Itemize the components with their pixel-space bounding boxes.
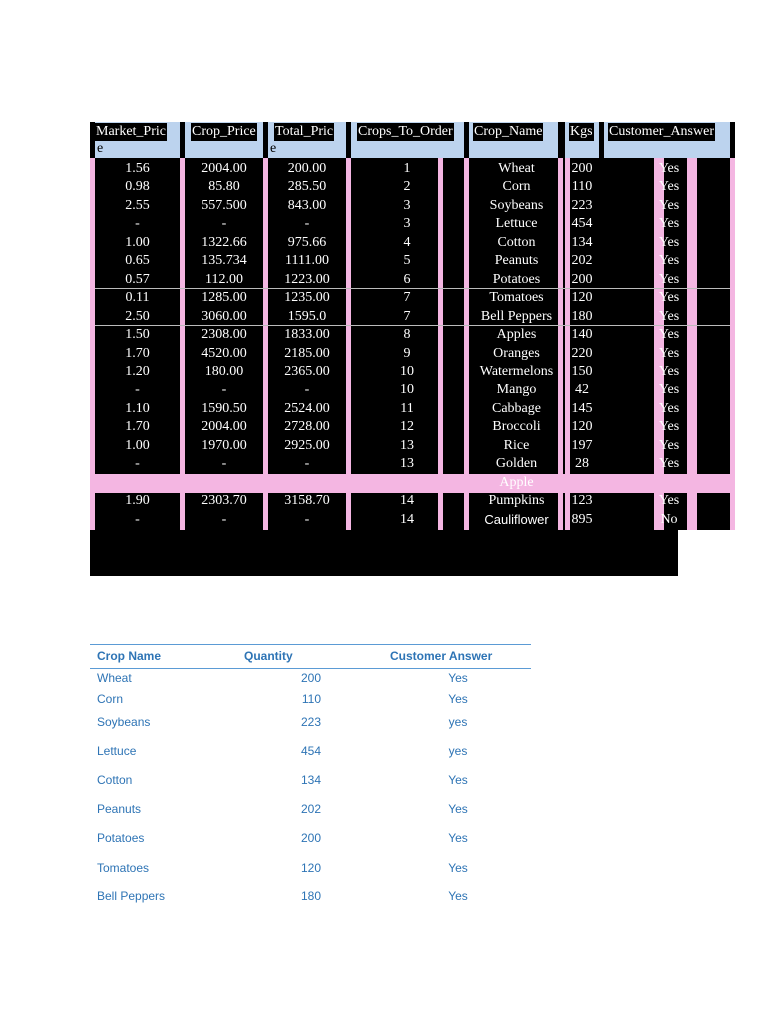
header-label: Customer_Answer [609, 124, 714, 139]
cell-customer-answer: Yes [658, 179, 680, 195]
cell-customer-answer: Yes [658, 290, 680, 306]
header-label: Total_Pric [275, 124, 334, 139]
table-row [90, 362, 735, 381]
header-cell-crop-price [185, 122, 263, 158]
summary-quantity: 180 [300, 889, 321, 903]
table-row [90, 214, 735, 233]
cell-total-price: 1595.0 [287, 308, 327, 324]
header-label: Crop_Name [474, 124, 543, 139]
table-row [90, 325, 735, 344]
table-row [90, 196, 735, 215]
cell-crop-price: 1285.00 [201, 290, 247, 306]
summary-quantity: 454 [300, 744, 321, 758]
table-row [90, 417, 735, 436]
summary-quantity: 120 [300, 861, 321, 875]
cell-crop-price: - [221, 511, 227, 527]
cell-crop-name: Rice [503, 437, 530, 453]
cell-market-price: 0.98 [125, 179, 150, 195]
table-top-rule [90, 644, 531, 645]
cell-customer-answer [610, 473, 728, 492]
summary-quantity: 202 [300, 802, 321, 816]
summary-crop-name: Soybeans [97, 715, 151, 729]
cell-crops-to-order: 12 [400, 419, 414, 435]
cell-crop-name: Cabbage [492, 400, 541, 416]
cell-crop-price: 2004.00 [201, 419, 247, 435]
cell-crops-to-order: 3 [403, 197, 411, 213]
header-bottom-rule [90, 668, 531, 669]
table-row [90, 159, 735, 178]
summary-crop-name: Bell Peppers [97, 889, 166, 903]
cell-market-price: 0.57 [125, 271, 150, 287]
cell-customer-answer: Yes [658, 363, 680, 379]
summary-customer-answer: Yes [448, 889, 468, 903]
cell-crop-price: 1590.50 [201, 400, 247, 416]
header-label-wrap: e [97, 141, 104, 156]
cell-kgs: 42 [575, 382, 589, 398]
table-row [90, 251, 735, 270]
cell-total-price: 3158.70 [284, 493, 330, 509]
cell-crop-name: Golden [495, 456, 538, 472]
cell-crops-to-order: 1 [403, 161, 411, 176]
header-customer-answer: Customer Answer [390, 649, 493, 663]
cell-crop-price: 557.500 [201, 197, 247, 213]
cell-kgs: 28 [575, 456, 589, 472]
summary-crop-name: Wheat [97, 671, 132, 685]
cell-kgs: 200 [571, 161, 593, 176]
cell-total-price: 1833.00 [284, 327, 330, 343]
row-separator-line [95, 325, 730, 326]
cell-crop-name: Broccoli [492, 419, 541, 435]
header-quantity: Quantity [244, 649, 293, 663]
cell-customer-answer: Yes [658, 456, 680, 472]
cell-crop-name: Corn [502, 179, 531, 195]
cell-customer-answer: Yes [658, 271, 680, 287]
cell-crop-name: Potatoes [492, 271, 541, 287]
summary-crop-name: Corn [97, 692, 124, 706]
cell-kgs: 140 [571, 327, 593, 343]
cell-customer-answer: Yes [658, 345, 680, 361]
cell-market-price: 1.10 [125, 400, 150, 416]
cell-kgs: 197 [571, 437, 593, 453]
cell-crops-to-order: 13 [400, 456, 414, 472]
cell-total-price: - [304, 456, 310, 472]
cell-crop-price: - [221, 216, 227, 232]
cell-crop-name: Soybeans [489, 197, 544, 213]
cell-crop-price: 2004.00 [201, 161, 247, 176]
cell-total-price: 1223.00 [284, 271, 330, 287]
table-row [90, 233, 735, 252]
cell-crops-to-order: 6 [403, 271, 411, 287]
cell-customer-answer: Yes [658, 308, 680, 324]
cell-crops-to-order: 11 [400, 400, 414, 416]
cell-market-price: 1.70 [125, 345, 150, 361]
cell-crops-to-order: 5 [403, 253, 411, 269]
cell-total-price: 975.66 [287, 234, 327, 250]
cell-kgs: 145 [571, 400, 593, 416]
cell-crop-price: 4520.00 [201, 345, 247, 361]
cell-total-price: 2365.00 [284, 363, 330, 379]
row-separator-line [95, 288, 730, 289]
cell-market-price: - [135, 456, 140, 472]
cell-crop-name: Cauliflower [484, 511, 549, 527]
header-label: Crops_To_Order [358, 124, 453, 139]
cell-crops-to-order: 10 [400, 382, 414, 398]
cell-kgs: 200 [571, 271, 593, 287]
cell-total-price: 2524.00 [284, 400, 330, 416]
summary-crop-name: Cotton [97, 773, 133, 787]
cell-market-price: - [135, 216, 140, 232]
table-row [90, 288, 735, 307]
summary-customer-answer: Yes [448, 861, 468, 875]
cell-kgs: 134 [571, 234, 593, 250]
cell-total-price: 200.00 [287, 161, 327, 176]
cell-kgs: 120 [571, 419, 593, 435]
summary-crop-name: Lettuce [97, 744, 137, 758]
cell-crop-name: Tomatoes [489, 290, 544, 306]
cell-customer-answer: Yes [658, 253, 680, 269]
cell-crops-to-order: 14 [400, 511, 414, 527]
header-cell-customer-answer [604, 122, 730, 158]
crop-order-table [90, 122, 735, 530]
cell-crops-to-order: 10 [400, 363, 414, 379]
cell-crops-to-order: 9 [403, 345, 411, 361]
cell-customer-answer: Yes [658, 197, 680, 213]
table-row [90, 307, 735, 326]
header-cell-market-price [95, 122, 180, 158]
cell-market-price: 1.00 [125, 437, 150, 453]
table-row [90, 473, 735, 492]
cell-crop-price: 180.00 [204, 363, 244, 379]
summary-crop-name: Tomatoes [97, 861, 150, 875]
header-cell-total-price [268, 122, 346, 158]
cell-market-price: 1.20 [125, 363, 150, 379]
cell-crops-to-order: 7 [403, 290, 411, 306]
cell-market-price: 0.65 [125, 253, 150, 269]
cell-kgs: 895 [571, 511, 593, 527]
summary-quantity: 110 [301, 692, 321, 706]
summary-customer-answer: Yes [448, 773, 468, 787]
table-row [90, 491, 735, 510]
cell-customer-answer: Yes [658, 234, 680, 250]
header-crop-name: Crop Name [97, 649, 162, 663]
cell-total-price: - [304, 382, 310, 398]
cell-market-price: 1.50 [125, 327, 150, 343]
cell-kgs: 223 [571, 197, 593, 213]
table-row [90, 270, 735, 289]
cell-market-price: 2.55 [125, 197, 150, 213]
cell-customer-answer: Yes [658, 400, 680, 416]
cell-customer-answer: Yes [658, 493, 680, 509]
cell-market-price: 0.11 [125, 290, 150, 306]
summary-crop-name: Potatoes [97, 831, 145, 845]
cell-kgs: 150 [571, 363, 593, 379]
cell-total-price: 2728.00 [284, 419, 330, 435]
cell-crop-name: Apple [499, 474, 534, 490]
cell-crop-price [185, 473, 263, 492]
cell-crop-name: Lettuce [495, 216, 538, 232]
table-row [90, 399, 735, 418]
cell-crop-name: Apples [496, 327, 537, 343]
cell-crop-price: 2303.70 [201, 493, 247, 509]
cell-market-price: - [135, 382, 140, 398]
cell-total-price: 1235.00 [284, 290, 330, 306]
cell-crops-to-order: 14 [400, 493, 414, 509]
cell-kgs: 123 [571, 493, 593, 509]
cell-crop-price: 2308.00 [201, 327, 247, 343]
cell-crop-price: 3060.00 [201, 308, 247, 324]
cell-crop-name: Watermelons [479, 363, 554, 379]
cell-crop-price: 85.80 [208, 179, 240, 195]
header-label-wrap: e [270, 141, 277, 156]
cell-customer-answer: No [660, 511, 678, 527]
header-cell-kgs [565, 122, 599, 158]
summary-customer-answer: yes [448, 744, 468, 758]
cell-crop-price: - [221, 456, 227, 472]
summary-quantity: 134 [300, 773, 321, 787]
cell-crop-name: Cotton [497, 234, 536, 250]
cell-kgs [570, 473, 594, 492]
header-cell-crops-to-order [351, 122, 464, 158]
summary-customer-answer: Yes [448, 831, 468, 845]
cell-crops-to-order: 2 [403, 179, 411, 195]
cell-crop-price: 1970.00 [201, 437, 247, 453]
cell-total-price: - [304, 216, 310, 232]
cell-market-price: 1.70 [125, 419, 150, 435]
header-label: Kgs [570, 124, 593, 139]
cell-total-price: - [304, 511, 310, 527]
cell-crops-to-order: 4 [403, 234, 411, 250]
summary-crop-name: Peanuts [97, 802, 142, 816]
cell-customer-answer: Yes [658, 419, 680, 435]
table-row [90, 436, 735, 455]
cell-market-price: 1.00 [125, 234, 150, 250]
header-label: Market_Pric [96, 124, 166, 139]
cell-crop-price: - [221, 382, 227, 398]
table-row [90, 380, 735, 399]
cell-crops-to-order [351, 473, 463, 492]
cell-market-price: 1.90 [125, 493, 150, 509]
cell-market-price: - [135, 511, 140, 527]
cell-crop-name: Wheat [498, 161, 535, 176]
cell-crop-name: Peanuts [494, 253, 539, 269]
black-redaction-block [90, 530, 678, 576]
summary-customer-answer: Yes [448, 802, 468, 816]
cell-customer-answer: Yes [658, 437, 680, 453]
cell-crop-name: Oranges [493, 345, 540, 361]
cell-crops-to-order: 7 [403, 308, 411, 324]
cell-customer-answer: Yes [658, 327, 680, 343]
cell-kgs: 202 [571, 253, 593, 269]
cell-market-price: 1.56 [125, 161, 150, 176]
cell-market-price: 2.50 [125, 308, 150, 324]
cell-kgs: 120 [571, 290, 593, 306]
cell-total-price: 285.50 [287, 179, 327, 195]
cell-total-price: 1111.00 [285, 253, 329, 269]
cell-crop-name: Bell Peppers [480, 308, 553, 324]
header-label: Crop_Price [192, 124, 256, 139]
cell-crops-to-order: 3 [403, 216, 411, 232]
cell-total-price: 2925.00 [284, 437, 330, 453]
table-row [90, 454, 735, 473]
summary-customer-answer: Yes [448, 671, 468, 685]
cell-crop-name: Pumpkins [488, 493, 545, 509]
summary-customer-answer: Yes [448, 692, 468, 706]
cell-kgs: 110 [571, 179, 593, 195]
summary-customer-answer: yes [448, 715, 468, 729]
cell-customer-answer: Yes [658, 216, 680, 232]
cell-kgs: 220 [571, 345, 593, 361]
cell-customer-answer: Yes [658, 382, 680, 398]
cell-crop-price: 1322.66 [201, 234, 247, 250]
summary-quantity: 223 [300, 715, 321, 729]
header-cell-crop-name [469, 122, 558, 158]
cell-kgs: 454 [571, 216, 593, 232]
summary-quantity: 200 [300, 671, 321, 685]
cell-crop-name: Mango [496, 382, 537, 398]
table-row [90, 177, 735, 196]
cell-crop-price: 135.734 [201, 253, 247, 269]
cell-crop-price: 112.00 [205, 271, 243, 287]
cell-customer-answer: Yes [658, 161, 680, 176]
cell-kgs: 180 [571, 308, 593, 324]
cell-total-price [268, 473, 346, 492]
summary-quantity: 200 [300, 831, 321, 845]
cell-crops-to-order: 13 [400, 437, 414, 453]
cell-total-price: 2185.00 [284, 345, 330, 361]
cell-total-price: 843.00 [287, 197, 327, 213]
cell-crops-to-order: 8 [403, 327, 411, 343]
table-row [90, 344, 735, 363]
table-row [90, 510, 735, 529]
cell-market-price [95, 473, 180, 492]
